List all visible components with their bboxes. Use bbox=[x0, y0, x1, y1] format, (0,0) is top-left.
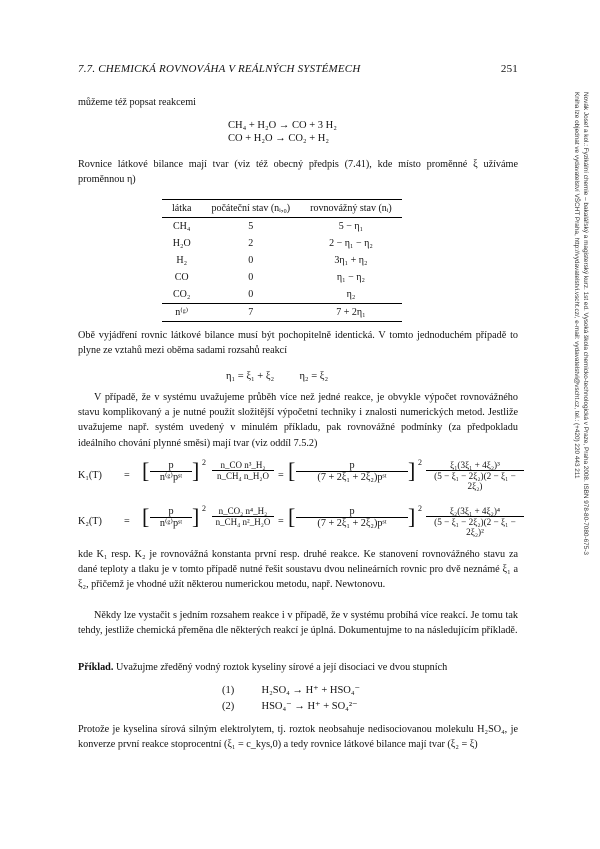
bracket-right: ] bbox=[192, 458, 200, 483]
k1-rhs-frac bbox=[426, 460, 524, 491]
k1-ext-frac bbox=[296, 460, 408, 483]
table-cell: CH₄ bbox=[173, 221, 191, 232]
k2-ext-frac bbox=[296, 506, 408, 529]
k2-eq: = bbox=[124, 516, 130, 527]
table-row bbox=[162, 286, 402, 304]
table-cell: CO bbox=[174, 272, 189, 283]
table-cell: 3η₁ + η₂ bbox=[334, 255, 368, 266]
table-cell: 7 + 2η₁ bbox=[300, 304, 402, 322]
k2-lhs: K₂(T) bbox=[78, 516, 102, 527]
table-row bbox=[162, 235, 402, 252]
bracket-left: [ bbox=[288, 504, 296, 529]
table-cell: 0 bbox=[248, 289, 254, 300]
running-header bbox=[78, 63, 518, 75]
table-row bbox=[162, 269, 402, 286]
table-cell: η₁ − η₂ bbox=[336, 272, 365, 283]
table-cell: 0 bbox=[248, 255, 254, 266]
table-cell: 5 bbox=[248, 221, 254, 232]
side-note-line-1: Novák Josef a kol.: Fyzikální chemie – bakalářský a magisterský kurz. 1st ed. Vysoká škola chemicko-technologická v Praze, Praha 2008. ISBN 978-80-7080-675-3 bbox=[582, 92, 589, 555]
frac-den: n_CH₄ n_H₂O bbox=[216, 471, 270, 481]
example-text: Uvažujme zředěný vodný roztok kyseliny sírové a její disociaci ve dvou stupních bbox=[115, 662, 448, 673]
dissociation-block bbox=[222, 684, 442, 716]
k1-lhs: K₁(T) bbox=[78, 470, 102, 481]
k1-eq: = bbox=[124, 470, 130, 481]
frac-num: n_CO n³_H₂ bbox=[212, 460, 274, 471]
equation-k2 bbox=[78, 504, 528, 548]
reaction-block bbox=[228, 120, 388, 144]
frac-num: p bbox=[296, 460, 408, 472]
frac-num: p bbox=[150, 460, 192, 472]
frac-den: n⁽ᵍ⁾pˢᵗ bbox=[159, 472, 183, 483]
equation-k1 bbox=[78, 458, 528, 502]
k2-pressure-frac bbox=[150, 506, 192, 529]
table-row bbox=[162, 304, 402, 322]
frac-den: n_CH₄ n²_H₂O bbox=[215, 517, 271, 527]
page-number: 251 bbox=[500, 63, 518, 75]
table-cell: H₂O bbox=[172, 238, 191, 249]
example-label: Příklad. bbox=[78, 662, 114, 673]
table-cell: CO₂ bbox=[173, 289, 191, 300]
frac-num: n_CO₂ n⁴_H₂ bbox=[212, 506, 274, 517]
reaction-1: CH₄ + H₂O → CO + 3 H₂ bbox=[228, 120, 337, 131]
dissociation-1-number: (1) bbox=[222, 685, 235, 696]
bracket-right: ] bbox=[408, 458, 416, 483]
k2-eq-2: = bbox=[278, 516, 284, 527]
table-cell: H₂ bbox=[176, 255, 188, 266]
frac-den: (5 − ξ₁ − 2ξ₂)(2 − ξ₁ − 2ξ₂) bbox=[434, 471, 516, 491]
frac-den: (7 + 2ξ₁ + 2ξ₂)pˢᵗ bbox=[317, 472, 387, 483]
side-note bbox=[566, 92, 594, 732]
table-header: rovnovážný stav (nᵢ) bbox=[300, 200, 402, 218]
paragraph-multireaction: V případě, že v systému uvažujeme průběh více než jedné reakce, je obvykle výpočet rovnovážného stavu komplikovaný a je nutné použít složitější výpočetní techniky i znalosti numerických metod. Jestliže uvažujeme např. systém uvedený v minulém příkladu, pak rovnovážné podmínky (za předpokladu ideálního chování plynné směsi) mají tvar (viz oddíl 7.5.2) bbox=[78, 392, 518, 449]
eta-relation-1: η₁ = ξ₁ + ξ₂ bbox=[226, 371, 275, 382]
table-cell: 2 − η₁ − η₂ bbox=[329, 238, 373, 249]
header-title: 7.7. CHEMICKÁ ROVNOVÁHA V REÁLNÝCH SYSTÉMECH bbox=[78, 63, 361, 75]
paragraph-sulfuric: Protože je kyselina sírová silným elektrolytem, tj. roztok neobsahuje nedisociovanou molekulu H₂SO₄, je konverze první reakce stoprocentní (ξ₁ = c_kys,0) a tedy rovnice látkové bilance mají tvar (ξ₂ = ξ) bbox=[78, 724, 518, 751]
frac-den: n⁽ᵍ⁾pˢᵗ bbox=[159, 518, 183, 529]
table-row bbox=[162, 218, 402, 236]
frac-num: p bbox=[150, 506, 192, 518]
table-header: počáteční stav (nᵢ,₀) bbox=[201, 200, 300, 218]
exponent: 2 bbox=[418, 458, 422, 467]
paragraph-intro: můžeme též popsat reakcemi bbox=[78, 97, 196, 108]
k1-mole-frac bbox=[212, 460, 274, 481]
bracket-right: ] bbox=[192, 504, 200, 529]
k2-mole-frac bbox=[212, 506, 274, 527]
frac-num: ξ₂(3ξ₁ + 4ξ₂)⁴ bbox=[426, 506, 524, 517]
frac-num: ξ₁(3ξ₁ + 4ξ₂)³ bbox=[426, 460, 524, 471]
k2-rhs-frac bbox=[426, 506, 524, 537]
table-header: látka bbox=[162, 200, 201, 218]
frac-den: (5 − ξ₁ − 2ξ₂)(2 − ξ₁ − 2ξ₂)² bbox=[434, 517, 516, 537]
reaction-2: CO + H₂O → CO₂ + H₂ bbox=[228, 133, 329, 144]
side-note-line-2: Kniha lze objednat ve vydavatelství VŠCHT Praha, http://vydavatelstvi.vscht.cz/, e-mail: vydavatelstvi@vscht.cz, tel.: (+420) 220 443 211 bbox=[573, 92, 580, 479]
eta-relation-2: η₂ = ξ₂ bbox=[299, 371, 329, 382]
example-paragraph bbox=[78, 660, 518, 675]
exponent: 2 bbox=[202, 504, 206, 513]
frac-num: p bbox=[296, 506, 408, 518]
table-cell: 0 bbox=[248, 272, 254, 283]
dissociation-2-number: (2) bbox=[222, 701, 235, 712]
k1-eq-2: = bbox=[278, 470, 284, 481]
exponent: 2 bbox=[202, 458, 206, 467]
bracket-left: [ bbox=[288, 458, 296, 483]
frac-den: (7 + 2ξ₁ + 2ξ₂)pˢᵗ bbox=[317, 518, 387, 529]
paragraph-complete-reaction: Někdy lze vystačit s jedním rozsahem reakce i v případě, že v systému probíhá více reakcí. Je tomu tak tehdy, jestliže chemická přeměna dle některých reakcí je úplná. Dokumentujme to na následujícím příkladě. bbox=[78, 610, 518, 637]
table-cell: 5 − η₁ bbox=[338, 221, 364, 232]
bracket-left: [ bbox=[142, 504, 150, 529]
table-cell: 2 bbox=[248, 238, 254, 249]
table-cell: n⁽ᵍ⁾ bbox=[162, 304, 201, 322]
balance-table bbox=[162, 199, 402, 322]
table-row bbox=[162, 252, 402, 269]
eta-relations bbox=[226, 371, 426, 382]
paragraph-constants: kde K₁ resp. K₂ je rovnovážná konstanta první resp. druhé reakce. Ke stanovení rovnovážného stavu za dané teploty a tlaku je v tomto případě nutné řešit soustavu dvou nelineárních rovnic pro dvě neznámé ξ₁ a ξ₂, přičemž je vhodné užít některou numerickou metodu, např. Newtonovu. bbox=[78, 549, 518, 591]
exponent: 2 bbox=[418, 504, 422, 513]
bracket-left: [ bbox=[142, 458, 150, 483]
paragraph-balance: Rovnice látkové bilance mají tvar (viz též obecný předpis (7.41), kde místo proměnné ξ užíváme proměnnou η) bbox=[78, 159, 518, 186]
dissociation-2: HSO₄⁻ → H⁺ + SO₄²⁻ bbox=[261, 701, 358, 712]
table-cell: 7 bbox=[201, 304, 300, 322]
paragraph-identity: Obě vyjádření rovnic látkové bilance musí být pochopitelně identická. V tomto jednoduchém případě to plyne ze vztahů mezi oběma sadami rozsahů reakcí bbox=[78, 330, 518, 357]
bracket-right: ] bbox=[408, 504, 416, 529]
table-cell: η₂ bbox=[346, 289, 356, 300]
k1-pressure-frac bbox=[150, 460, 192, 483]
dissociation-1: H₂SO₄ → H⁺ + HSO₄⁻ bbox=[261, 685, 361, 696]
